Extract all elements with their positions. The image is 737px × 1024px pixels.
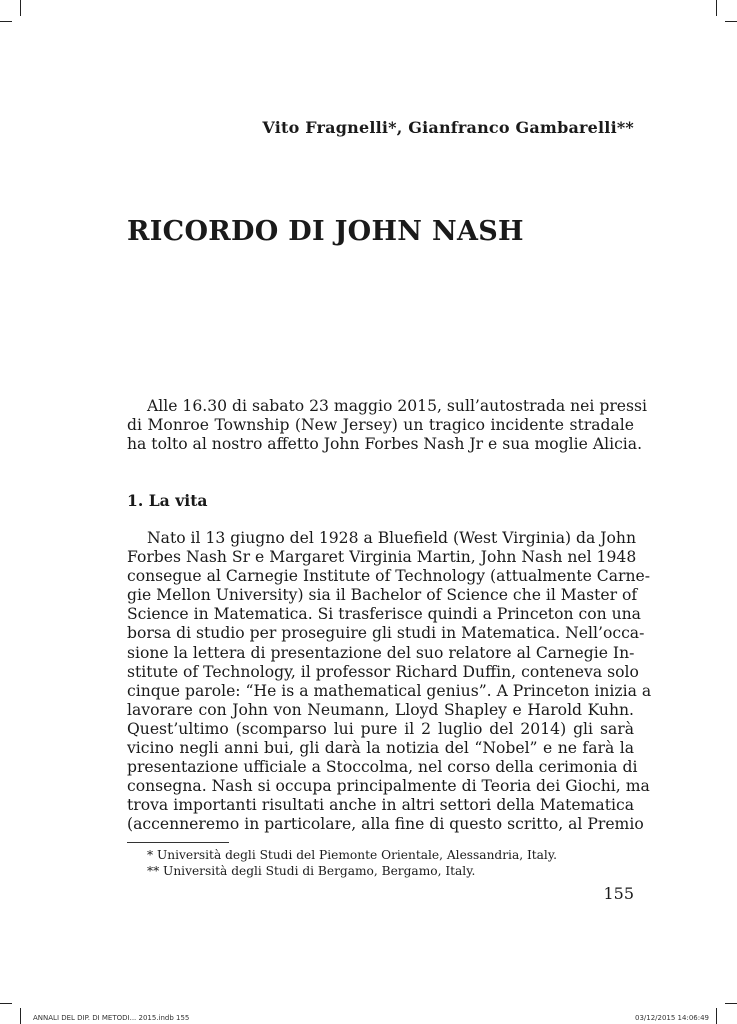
text-line: stitute of Technology, il professor Richard Duffin, conteneva solo [127, 662, 639, 681]
text-line: consegue al Carnegie Institute of Technology (attualmente Carne- [127, 567, 651, 586]
text-line: trova importanti risultati anche in altri settori della Matematica [127, 796, 634, 815]
crop-mark [716, 1008, 717, 1024]
footnote: * Università degli Studi del Piemonte Orientale, Alessandria, Italy. [147, 848, 557, 862]
print-slug-left: ANNALI DEL DIP. DI METODI... 2015.indb 155 [33, 1014, 190, 1022]
authors: Vito Fragnelli*, Gianfranco Gambarelli** [262, 118, 634, 137]
text-line: Quest’ultimo (scomparso lui pure il 2 luglio del 2014) gli sarà [127, 719, 634, 738]
crop-mark [20, 1008, 21, 1024]
intro-paragraph [127, 397, 648, 454]
text-line: cinque parole: “He is a mathematical genius”. A Princeton inizia a [127, 681, 652, 700]
page-title: RICORDO DI JOHN NASH [127, 216, 524, 247]
text-line: borsa di studio per proseguire gli studi in Matematica. Nell’occa- [127, 624, 645, 643]
crop-mark [0, 21, 12, 22]
crop-mark [20, 0, 21, 16]
text-line: consegna. Nash si occupa principalmente di Teoria dei Giochi, ma [127, 777, 650, 796]
text-line: vicino negli anni bui, gli darà la notizia del “Nobel” e ne farà la [127, 739, 634, 758]
footnote-rule [127, 842, 229, 843]
text-line: Science in Matematica. Si trasferisce quindi a Princeton con una [127, 605, 641, 624]
crop-mark [725, 1003, 737, 1004]
crop-mark [716, 0, 717, 16]
text-line: (accenneremo in particolare, alla fine di questo scritto, al Premio [127, 815, 644, 834]
text-line: gie Mellon University) sia il Bachelor of Science che il Master of [127, 586, 638, 605]
crop-mark [0, 1003, 12, 1004]
page-number: 155 [603, 884, 634, 903]
text-line: lavorare con John von Neumann, Lloyd Shapley e Harold Kuhn. [127, 700, 634, 719]
text-line: ha tolto al nostro affetto John Forbes Nash Jr e sua moglie Alicia. [127, 435, 643, 454]
footnote: ** Università degli Studi di Bergamo, Bergamo, Italy. [147, 864, 476, 878]
text-line: sione la lettera di presentazione del suo relatore al Carnegie In- [127, 643, 635, 662]
text-line: Forbes Nash Sr e Margaret Virginia Martin, John Nash nel 1948 [127, 548, 637, 567]
text-line: presentazione ufficiale a Stoccolma, nel corso della cerimonia di [127, 758, 638, 777]
text-line: Alle 16.30 di sabato 23 maggio 2015, sull’autostrada nei pressi [147, 397, 648, 415]
print-slug-right: 03/12/2015 14:06:49 [634, 1014, 709, 1022]
crop-mark [725, 21, 737, 22]
text-line: di Monroe Township (New Jersey) un tragico incidente stradale [127, 416, 634, 435]
section-title: 1. La vita [127, 491, 208, 510]
body-paragraph [127, 529, 652, 835]
text-line: Nato il 13 giugno del 1928 a Bluefield (West Virginia) da John [147, 529, 637, 547]
